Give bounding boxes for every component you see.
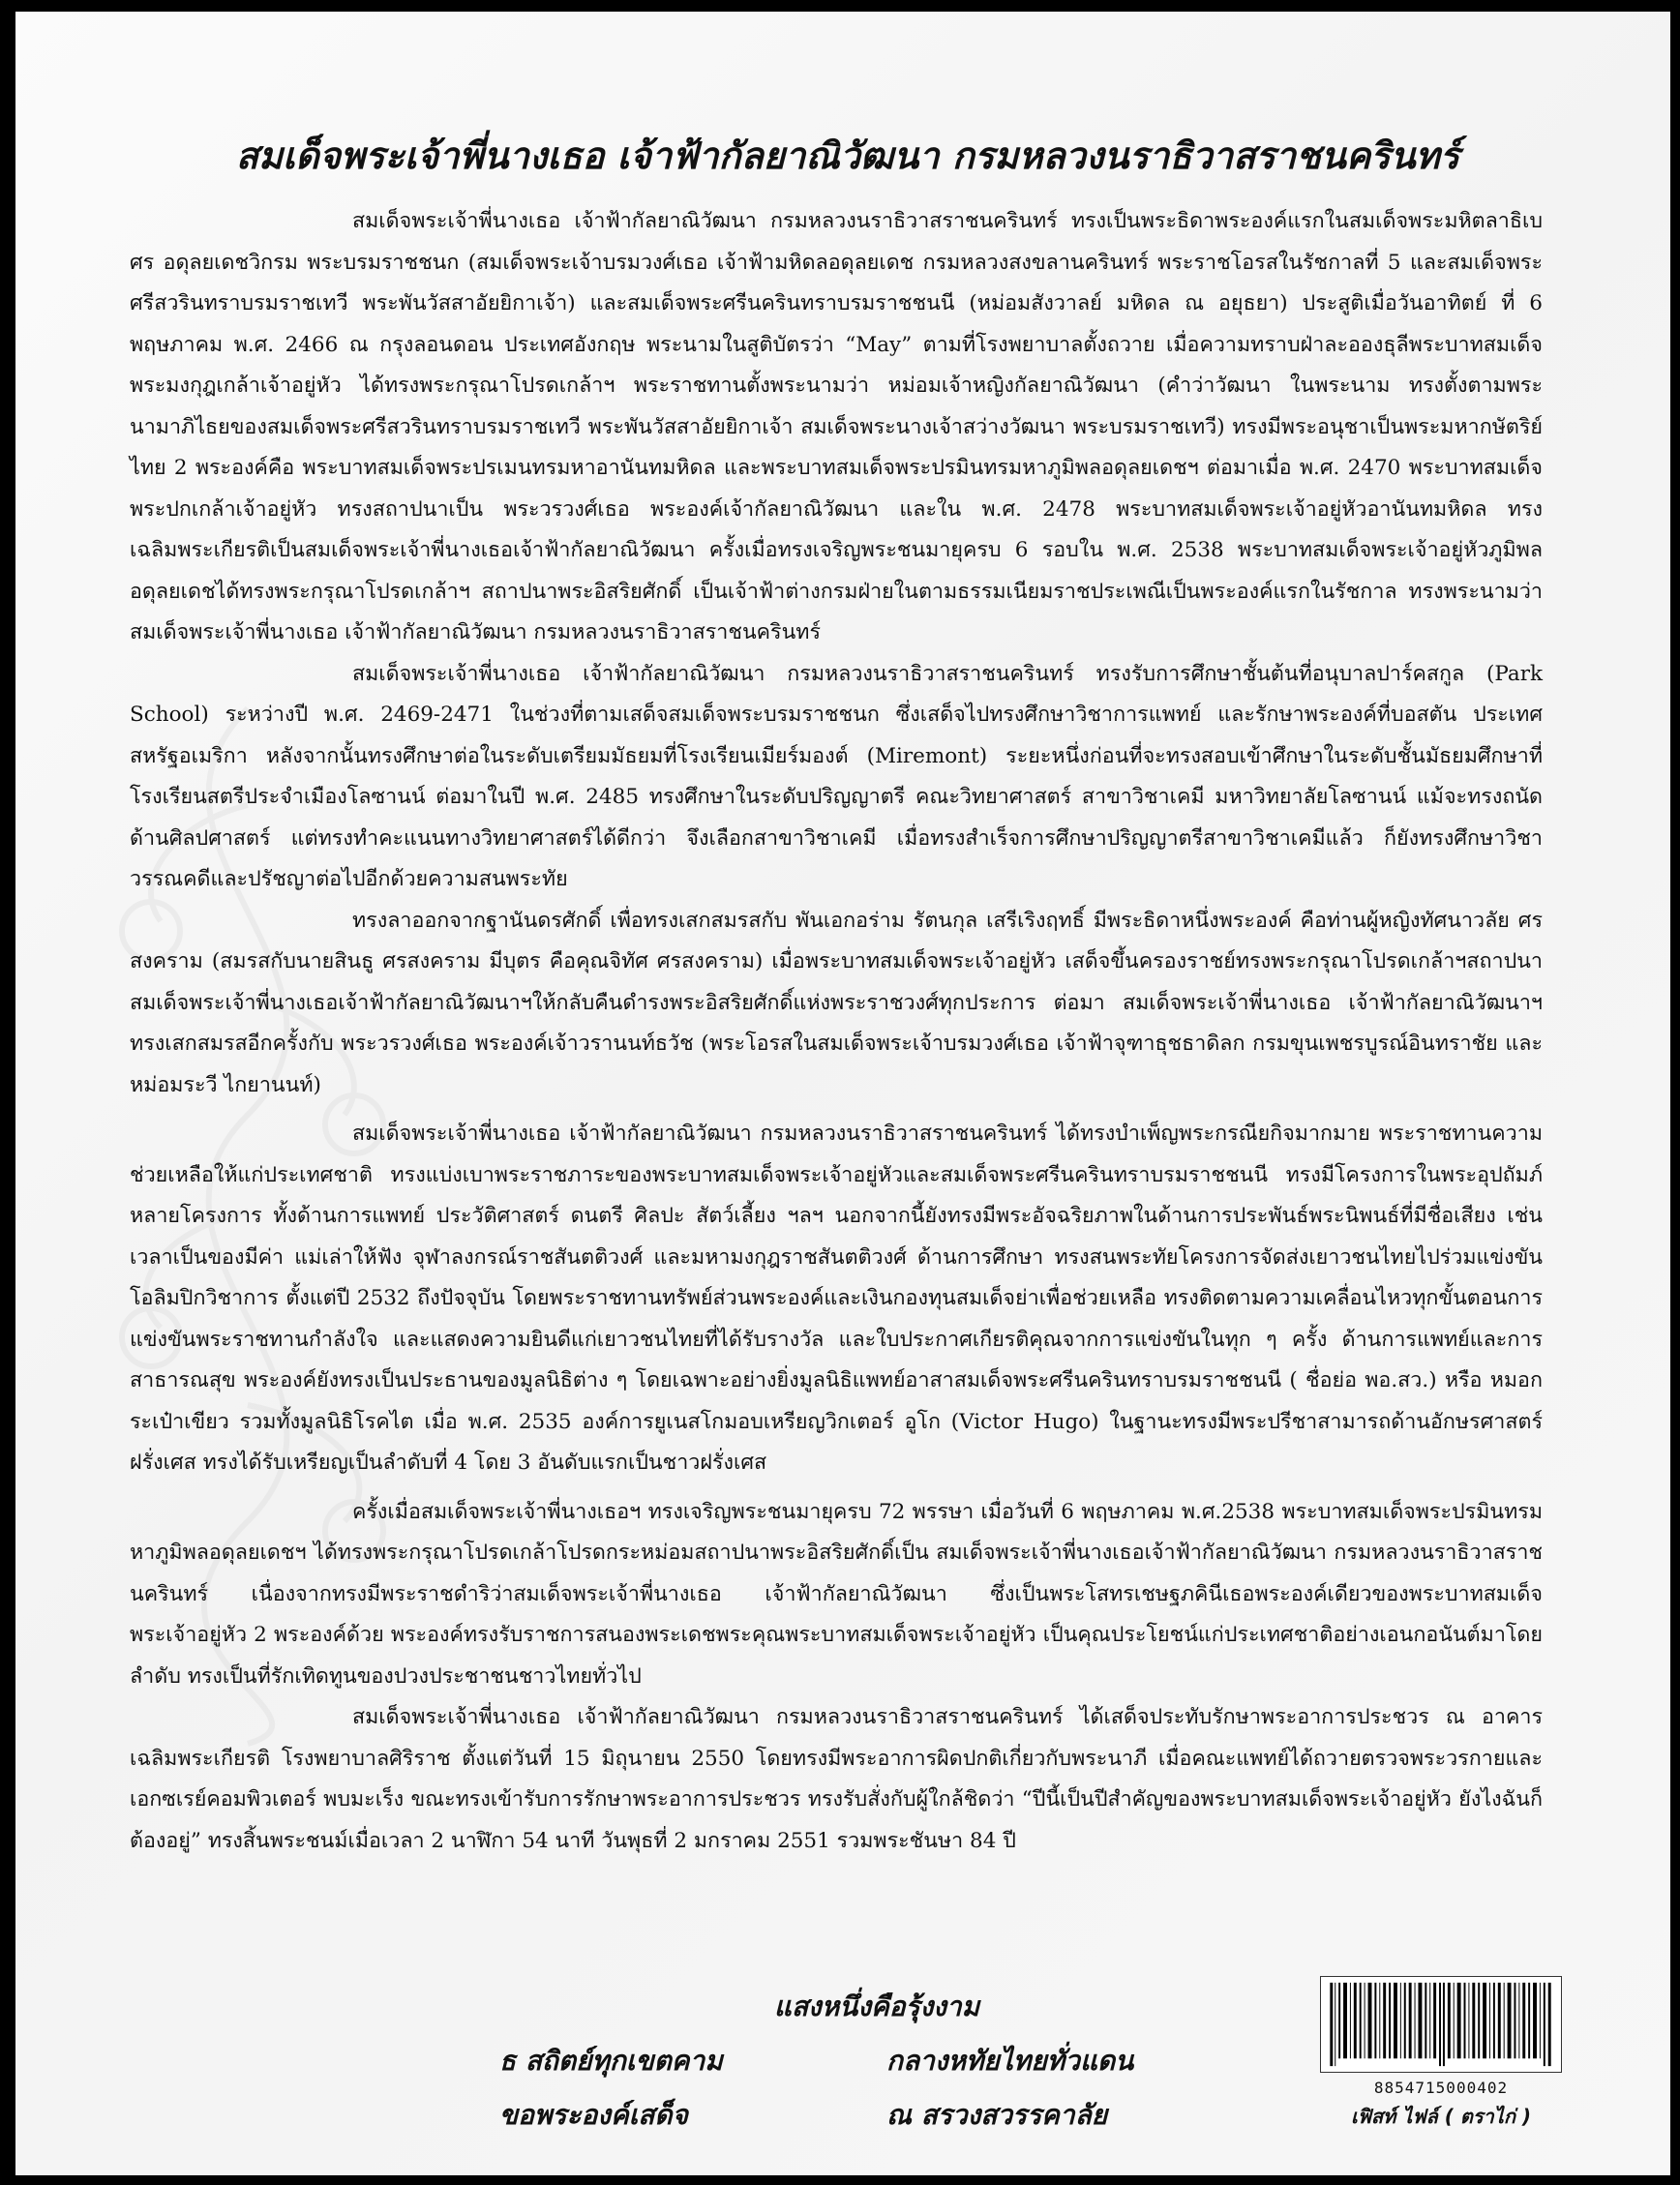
barcode-number: 8854715000402: [1373, 2079, 1509, 2097]
verse-line: ธ สถิตย์ทุกเขตคาม: [499, 2045, 723, 2077]
paragraph: สมเด็จพระเจ้าพี่นางเธอ เจ้าฟ้ากัลยาณิวัฒนา กรมหลวงนราธิวาสราชนครินทร์ ได้เสด็จประทับรักษาพระอาการประชวร ณ อาคารเฉลิมพระเกียรติ โรงพยาบาลศิริราช ตั้งแต่วันที่ 15 มิถุนายน 2550 โดยทรงมีพระอาการผิดปกติเกี่ยวกับพระนาภี เมื่อคณะแพทย์ได้ถวายตรวจพระวรกายและเอกซเรย์คอมพิวเตอร์ พบมะเร็ง ขณะทรงเข้ารับการรักษาพระอาการประชวร ทรงรับสั่งกับผู้ใกล้ชิดว่า “ปีนี้เป็นปีสำคัญของพระบาทสมเด็จพระเจ้าอยู่หัว ยังไงฉันก็ต้องอยู่” ทรงสิ้นพระชนม์เมื่อเวลา 2 นาฬิกา 54 นาที วันพุธที่ 2 มกราคม 2551 รวมพระชันษา 84 ปี: [130, 1705, 1543, 1853]
paragraph: สมเด็จพระเจ้าพี่นางเธอ เจ้าฟ้ากัลยาณิวัฒนา กรมหลวงนราธิวาสราชนครินทร์ ทรงรับการศึกษาชั้นต้นที่อนุบาลปาร์คสกูล (Park School) ระหว่างปี พ.ศ. 2469-2471 ในช่วงที่ตามเสด็จสมเด็จพระบรมราชชนก ซึ่งเสด็จไปทรงศึกษาวิชาการแพทย์ และรักษาพระองค์ที่บอสตัน ประเทศสหรัฐอเมริกา หลังจากนั้นทรงศึกษาต่อในระดับเตรียมมัธยมที่โรงเรียนเมียร์มองต์ (Miremont) ระยะหนึ่งก่อนที่จะทรงสอบเข้าศึกษาในระดับชั้นมัธยมศึกษาที่โรงเรียนสตรีประจำเมืองโลซานน์ ต่อมาในปี พ.ศ. 2485 ทรงศึกษาในระดับปริญญาตรี คณะวิทยาศาสตร์ สาขาวิชาเคมี มหาวิทยาลัยโลซานน์ แม้จะทรงถนัดด้านศิลปศาสตร์ แต่ทรงทำคะแนนทางวิทยาศาสตร์ได้ดีกว่า จึงเลือกสาขาวิชาเคมี เมื่อทรงสำเร็จการศึกษาปริญญาตรีสาขาวิชาเคมีแล้ว ก็ยังทรงศึกษาวิชาวรรณคดีและปรัชญาต่อไปอีกด้วยความสนพระทัย: [130, 661, 1543, 891]
verse-row: [499, 2094, 1235, 2137]
verse-heading: แสงหนึ่งคือรุ้งงาม: [773, 1990, 980, 2022]
verse-line: ณ สรวงสวรรคาลัย: [886, 2099, 1108, 2131]
brand-label: เฟิสท์ ไฟล์ ( ตราไก่ ): [1350, 2105, 1532, 2128]
paragraph: ครั้งเมื่อสมเด็จพระเจ้าพี่นางเธอฯ ทรงเจริญพระชนมายุครบ 72 พรรษา เมื่อวันที่ 6 พฤษภาคม พ.ศ.2538 พระบาทสมเด็จพระปรมินทรมหาภูมิพลอดุลยเดชฯ ได้ทรงพระกรุณาโปรดเกล้าโปรดกระหม่อมสถาปนาพระอิสริยศักดิ์เป็น สมเด็จพระเจ้าพี่นางเธอเจ้าฟ้ากัลยาณิวัฒนา กรมหลวงนราธิวาสราชนครินทร์ เนื่องจากทรงมีพระราชดำริว่าสมเด็จพระเจ้าพี่นางเธอ เจ้าฟ้ากัลยาณิวัฒนา ซึ่งเป็นพระโสทรเชษฐภคินีเธอพระองค์เดียวของพระบาทสมเด็จพระเจ้าอยู่หัว 2 พระองค์ด้วย พระองค์ทรงรับราชการสนองพระเดชพระคุณพระบาทสมเด็จพระเจ้าอยู่หัว เป็นคุณประโยชน์แก่ประเทศชาติอย่างเอนกอนันต์มาโดยลำดับ ทรงเป็นที่รักเทิดทูนของปวงประชาชนชาวไทยทั่วไป: [130, 1499, 1543, 1689]
verse-line: ขอพระองค์เสด็จ: [499, 2099, 688, 2131]
paragraph: สมเด็จพระเจ้าพี่นางเธอ เจ้าฟ้ากัลยาณิวัฒนา กรมหลวงนราธิวาสราชนครินทร์ ได้ทรงบำเพ็ญพระกรณียกิจมากมาย พระราชทานความช่วยเหลือให้แก่ประเทศชาติ ทรงแบ่งเบาพระราชภาระของพระบาทสมเด็จพระเจ้าอยู่หัวและสมเด็จพระศรีนครินทราบรมราชชนนี ทรงมีโครงการในพระอุปถัมภ์หลายโครงการ ทั้งด้านการแพทย์ ประวัติศาสตร์ ดนตรี ศิลปะ สัตว์เลี้ยง ฯลฯ นอกจากนี้ยังทรงมีพระอัจฉริยภาพในด้านการประพันธ์พระนิพนธ์ที่มีชื่อเสียง เช่น เวลาเป็นของมีค่า แม่เล่าให้ฟัง จุฬาลงกรณ์ราชสันตติวงศ์ และมหามงกุฎราชสันตติวงศ์ ด้านการศึกษา ทรงสนพระทัยโครงการจัดส่งเยาวชนไทยไปร่วมแข่งขันโอลิมปิกวิชาการ ตั้งแต่ปี 2532 ถึงปัจจุบัน โดยพระราชทานทรัพย์ส่วนพระองค์และเงินกองทุนสมเด็จย่าเพื่อช่วยเหลือ ทรงติดตามความเคลื่อนไหวทุกขั้นตอนการแข่งขันพระราชทานกำลังใจ และแสดงความยินดีแก่เยาวชนไทยที่ได้รับรางวัล และใบประกาศเกียรติคุณจากการแข่งขันในทุก ๆ ครั้ง ด้านการแพทย์และการสาธารณสุข พระองค์ยังทรงเป็นประธานของมูลนิธิต่าง ๆ โดยเฉพาะอย่างยิ่งมูลนิธิแพทย์อาสาสมเด็จพระศรีนครินทราบรมราชชนนี ( ชื่อย่อ พอ.สว.) หรือ หมอกระเป๋าเขียว รวมทั้งมูลนิธิโรคไต เมื่อ พ.ศ. 2535 องค์การยูเนสโกมอบเหรียญวิกเตอร์ อูโก (Victor Hugo) ในฐานะทรงมีพระปรีชาสามารถด้านอักษรศาสตร์ฝรั่งเศส ทรงได้รับเหรียญเป็นลำดับที่ 4 โดย 3 อันดับแรกเป็นชาวฝรั่งเศส: [130, 1122, 1543, 1475]
verse-row: [499, 2040, 1235, 2082]
paragraph: สมเด็จพระเจ้าพี่นางเธอ เจ้าฟ้ากัลยาณิวัฒนา กรมหลวงนราธิวาสราชนครินทร์ ทรงเป็นพระธิดาพระองค์แรกในสมเด็จพระมหิตลาธิเบศร อดุลยเดชวิกรม พระบรมราชชนก (สมเด็จพระเจ้าบรมวงศ์เธอ เจ้าฟ้ามหิดลอดุลยเดช กรมหลวงสงขลานครินทร์ พระราชโอรสในรัชกาลที่ 5 และสมเด็จพระศรีสวรินทราบรมราชเทวี พระพันวัสสาอัยยิกาเจ้า) และสมเด็จพระศรีนครินทราบรมราชชนนี (หม่อมสังวาลย์ มหิดล ณ อยุธยา) ประสูติเมื่อวันอาทิตย์ ที่ 6 พฤษภาคม พ.ศ. 2466 ณ กรุงลอนดอน ประเทศอังกฤษ พระนามในสูติบัตรว่า “May” ตามที่โรงพยาบาลตั้งถวาย เมื่อความทราบฝ่าละอองธุลีพระบาทสมเด็จพระมงกุฎเกล้าเจ้าอยู่หัว ได้ทรงพระกรุณาโปรดเกล้าฯ พระราชทานตั้งพระนามว่า หม่อมเจ้าหญิงกัลยาณิวัฒนา (คำว่าวัฒนา ในพระนาม ทรงตั้งตามพระนามาภิไธยของสมเด็จพระศรีสวรินทราบรมราชเทวี พระพันวัสสาอัยยิกาเจ้า สมเด็จพระนางเจ้าสว่างวัฒนา พระบรมราชเทวี) ทรงมีพระอนุชาเป็นพระมหากษัตริย์ไทย 2 พระองค์คือ พระบาทสมเด็จพระปรเมนทรมหาอานันทมหิดล และพระบาทสมเด็จพระปรมินทรมหาภูมิพลอดุลยเดชฯ ต่อมาเมื่อ พ.ศ. 2470 พระบาทสมเด็จพระปกเกล้าเจ้าอยู่หัว ทรงสถาปนาเป็น พระวรวงศ์เธอ พระองค์เจ้ากัลยาณิวัฒนา และใน พ.ศ. 2478 พระบาทสมเด็จพระเจ้าอยู่หัวอานันทมหิดล ทรงเฉลิมพระเกียรติเป็นสมเด็จพระเจ้าพี่นางเธอเจ้าฟ้ากัลยาณิวัฒนา ครั้งเมื่อทรงเจริญพระชนมายุครบ 6 รอบใน พ.ศ. 2538 พระบาทสมเด็จพระเจ้าอยู่หัวภูมิพลอดุลยเดชได้ทรงพระกรุณาโปรดเกล้าฯ สถาปนาพระอิสริยศักดิ์ เป็นเจ้าฟ้าต่างกรมฝ่ายในตามธรรมเนียมราชประเพณีเป็นพระองค์แรกในรัชกาล ทรงพระนามว่า สมเด็จพระเจ้าพี่นางเธอ เจ้าฟ้ากัลยาณิวัฒนา กรมหลวงนราธิวาสราชนครินทร์: [130, 209, 1543, 644]
barcode-icon: [1320, 1976, 1562, 2073]
verse-line: กลางหทัยไทยทั่วแดน: [886, 2045, 1134, 2077]
page-title: สมเด็จพระเจ้าพี่นางเธอ เจ้าฟ้ากัลยาณิวัฒนา กรมหลวงนราธิวาสราชนครินทร์: [235, 134, 1460, 177]
barcode-label: [1320, 1976, 1562, 2148]
document-page: [15, 12, 1670, 2175]
paragraph: ทรงลาออกจากฐานันดรศักดิ์ เพื่อทรงเสกสมรสกับ พันเอกอร่าม รัตนกุล เสรีเริงฤทธิ์ มีพระธิดาหนึ่งพระองค์ คือท่านผู้หญิงทัศนาวลัย ศรสงคราม (สมรสกับนายสินธู ศรสงคราม มีบุตร คือคุณจิทัศ ศรสงคราม) เมื่อพระบาทสมเด็จพระเจ้าอยู่หัว เสด็จขึ้นครองราชย์ทรงพระกรุณาโปรดเกล้าฯสถาปนาสมเด็จพระเจ้าพี่นางเธอเจ้าฟ้ากัลยาณิวัฒนาฯให้กลับคืนดำรงพระอิสริยศักดิ์แห่งพระราชวงศ์ทุกประการ ต่อมา สมเด็จพระเจ้าพี่นางเธอ เจ้าฟ้ากัลยาณิวัฒนาฯ ทรงเสกสมรสอีกครั้งกับ พระวรวงศ์เธอ พระองค์เจ้าวรานนท์ธวัช (พระโอรสในสมเด็จพระเจ้าบรมวงศ์เธอ เจ้าฟ้าจุฑาธุชธาดิลก กรมขุนเพชรบูรณ์อินทราชัย และหม่อมระวี ไกยานนท์): [130, 908, 1543, 1097]
article-body: [130, 201, 1543, 1862]
memorial-verse: [499, 1986, 1235, 2137]
